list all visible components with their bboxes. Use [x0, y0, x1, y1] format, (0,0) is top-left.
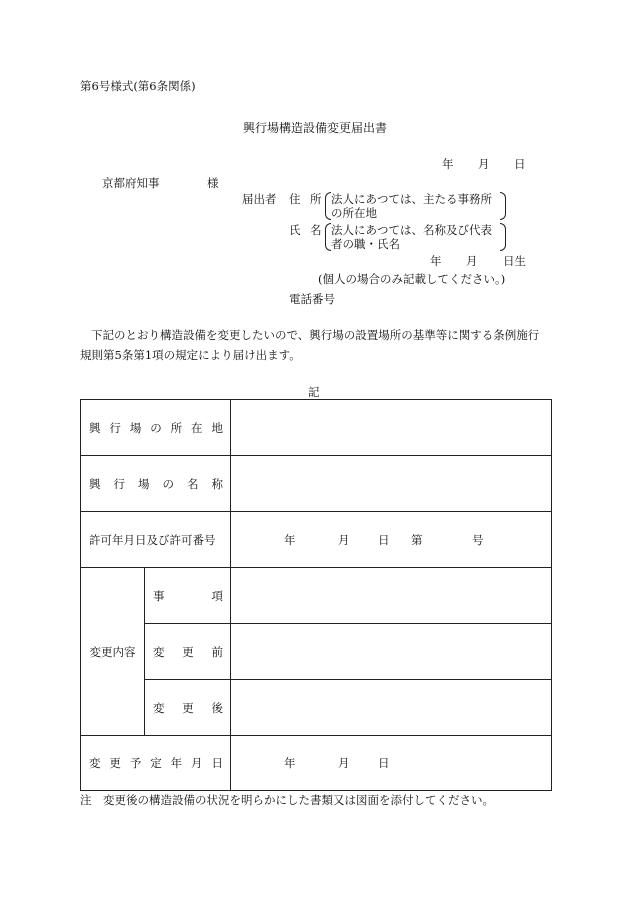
form-number: 第6号様式(第6条関係)	[80, 79, 196, 93]
label-char: の	[150, 420, 162, 435]
date-month: 月	[478, 157, 490, 171]
label-char: 称	[211, 476, 223, 491]
address-label-2: 所	[310, 192, 322, 206]
row-name	[81, 456, 552, 512]
label-change-before	[145, 624, 231, 680]
schedule-input-cell[interactable]	[231, 736, 552, 791]
date-year: 年	[442, 157, 454, 171]
permit-dai: 第	[411, 532, 423, 547]
address-label-1: 住	[289, 192, 301, 206]
address-bracket-right	[500, 192, 506, 220]
permit-day: 日	[378, 532, 390, 547]
document-title: 興行場構造設備変更届出書	[243, 121, 388, 135]
row-location	[81, 400, 552, 456]
label-char: 変	[89, 756, 101, 770]
label-char: 行	[109, 420, 121, 435]
body-text-line2: 規則第5条第1項の規定により届け出ます。	[80, 348, 301, 362]
permit-go: 号	[472, 532, 484, 547]
label-char: 更	[182, 644, 194, 659]
row-change-item	[81, 568, 552, 624]
permit-input-cell[interactable]	[231, 512, 552, 568]
change-after-input-cell[interactable]	[231, 680, 552, 736]
name-bracket-right	[500, 223, 506, 251]
addressee-honorific: 様	[207, 176, 219, 190]
label-change-after	[145, 680, 231, 736]
label-char: 場	[129, 420, 142, 435]
footnote: 注 変更後の構造設備の状況を明らかにした書類又は図面を添付してください。	[80, 793, 494, 807]
label-char: 地	[211, 420, 223, 435]
location-input-cell[interactable]	[231, 400, 552, 456]
name-note-line1: 法人にあつては、名称及び代表	[331, 223, 492, 237]
label-char: 後	[211, 700, 223, 715]
label-schedule	[81, 736, 231, 791]
label-char: 日	[211, 756, 223, 770]
label-name	[81, 456, 231, 512]
name-label-1: 氏	[289, 223, 301, 237]
birth-note: (個人の場合のみ記載してください。)	[318, 272, 506, 286]
permit-label-text: 許可年月日及び許可番号	[89, 532, 216, 547]
address-note-line1: 法人にあつては、主たる事務所	[331, 192, 492, 206]
schedule-month: 月	[338, 756, 350, 770]
label-location	[81, 400, 231, 456]
notifier-label: 届出者	[242, 192, 277, 206]
birth-month: 月	[466, 254, 478, 268]
name-input-cell[interactable]	[231, 456, 552, 512]
label-char: 更	[109, 756, 121, 770]
name-label-2: 名	[310, 223, 322, 237]
row-permit	[81, 512, 552, 568]
label-change-item	[145, 568, 231, 624]
change-content-text: 変更内容	[89, 644, 136, 659]
label-char: 興	[89, 420, 101, 435]
label-char: 名	[187, 476, 199, 491]
date-day: 日	[514, 157, 526, 171]
label-char: 所	[170, 420, 183, 435]
label-char: の	[162, 476, 174, 491]
birth-year: 年	[430, 254, 442, 268]
row-schedule	[81, 736, 552, 791]
ki-heading: 記	[308, 385, 320, 399]
change-before-input-cell[interactable]	[231, 624, 552, 680]
label-char: 行	[113, 476, 125, 491]
schedule-year: 年	[284, 756, 296, 770]
label-char: 事	[153, 588, 165, 603]
label-char: 変	[153, 644, 165, 659]
form-table	[80, 399, 552, 791]
body-text-line1: 下記のとおり構造設備を変更したいので、興行場の設置場所の基準等に関する条例施行	[91, 328, 540, 342]
birth-day: 日生	[503, 254, 526, 268]
label-char: 予	[129, 756, 142, 770]
label-char: 月	[191, 756, 203, 770]
label-char: 興	[89, 476, 101, 491]
row-change-before	[81, 624, 552, 680]
row-change-after	[81, 680, 552, 736]
addressee-name: 京都府知事	[102, 176, 160, 190]
name-note-line2: 者の職・氏名	[331, 237, 400, 251]
permit-month: 月	[338, 532, 350, 547]
label-char: 在	[191, 420, 203, 435]
change-item-input-cell[interactable]	[231, 568, 552, 624]
permit-year: 年	[284, 532, 296, 547]
label-char: 定	[150, 756, 162, 770]
label-char: 年	[170, 756, 183, 770]
label-char: 更	[182, 700, 194, 715]
label-char: 前	[211, 644, 223, 659]
label-char: 項	[211, 588, 223, 603]
label-change-content	[81, 568, 145, 736]
schedule-day: 日	[378, 756, 390, 770]
address-note-line2: の所在地	[331, 206, 377, 220]
label-char: 変	[153, 700, 165, 715]
label-permit	[81, 512, 231, 568]
phone-label: 電話番号	[289, 292, 335, 306]
label-char: 場	[138, 476, 150, 491]
